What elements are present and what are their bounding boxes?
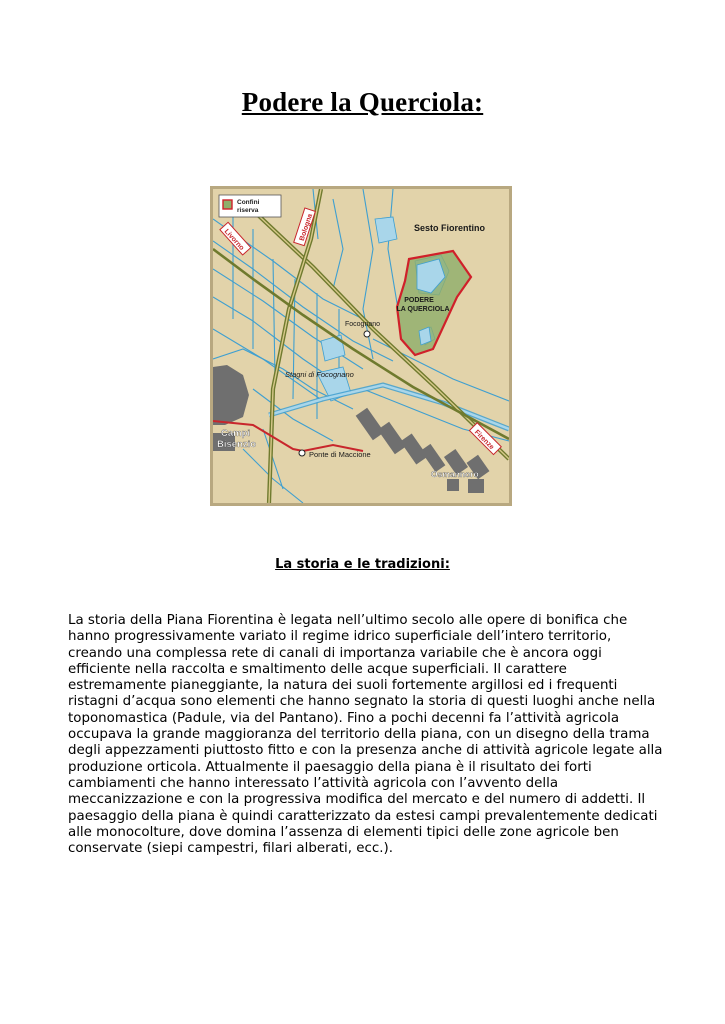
- svg-text:Firenze: Firenze: [472, 428, 496, 452]
- label-campi-2: Bisenzio: [217, 439, 257, 450]
- svg-text:Livorno: Livorno: [222, 228, 246, 252]
- svg-text:Bologna: Bologna: [298, 213, 315, 242]
- body-paragraph: La storia della Piana Fiorentina è legata nell’ultimo secolo alle opere di bonifica che hanno progressivamente variato il regime idrico superficiale dell’intero territorio, creando una complessa rete di canali di importanza variabile che è ancora oggi efficiente nella raccolta e smaltimento delle acque superficiali. Il carattere estremamente pianeggiante, la natura dei suoli fortemente argillosi ed i frequenti ristagni d’acqua sono elementi che hanno segnato la storia di questi luoghi anche nella toponomastica (Padule, via del Pantano). Fino a pochi decenni fa l’attività agricola occupava la grande maggioranza del territorio della piana, con un disegno della trama degli appezzamenti piuttosto fitto e con la presenza anche di attività agricole legate alla produzione orticola. Attualmente il paesaggio della piana è il risultato dei forti cambiamenti che hanno interessato l’attività agricola con l’avvento della meccanizzazione e con la progressiva modifica del mercato e del numero di addetti. Il paesaggio della piana è quindi caratterizzato da estesi campi prevalentemente dedicati alle monocolture, dove domina l’assenza di elementi tipici delle zone agricole ben conservate (siepi campestri, filari alberati, ecc.).: [68, 613, 663, 857]
- label-focognano: Focognano: [345, 321, 381, 328]
- map-image: [210, 186, 512, 506]
- label-sesto-fiorentino: Sesto Fiorentino: [414, 223, 486, 233]
- label-podere-2: LA QUERCIOLA: [396, 306, 450, 313]
- marker-ponte-di-maccione: [299, 450, 305, 456]
- label-campi-1: Campi: [221, 428, 251, 439]
- label-osmannoro: Osmannoro: [431, 469, 479, 479]
- legend-label-1: Confini: [237, 199, 260, 206]
- page-title: Podere la Querciola:: [241, 87, 484, 117]
- label-podere-1: PODERE: [404, 297, 434, 304]
- marker-focognano: [364, 331, 370, 337]
- section-heading: La storia e le tradizioni:: [275, 557, 450, 572]
- legend: [219, 195, 281, 217]
- legend-label-2: riserva: [237, 207, 259, 214]
- label-stagni: Stagni di Focognano: [285, 370, 354, 379]
- label-ponte-di-maccione: Ponte di Maccione: [309, 450, 371, 459]
